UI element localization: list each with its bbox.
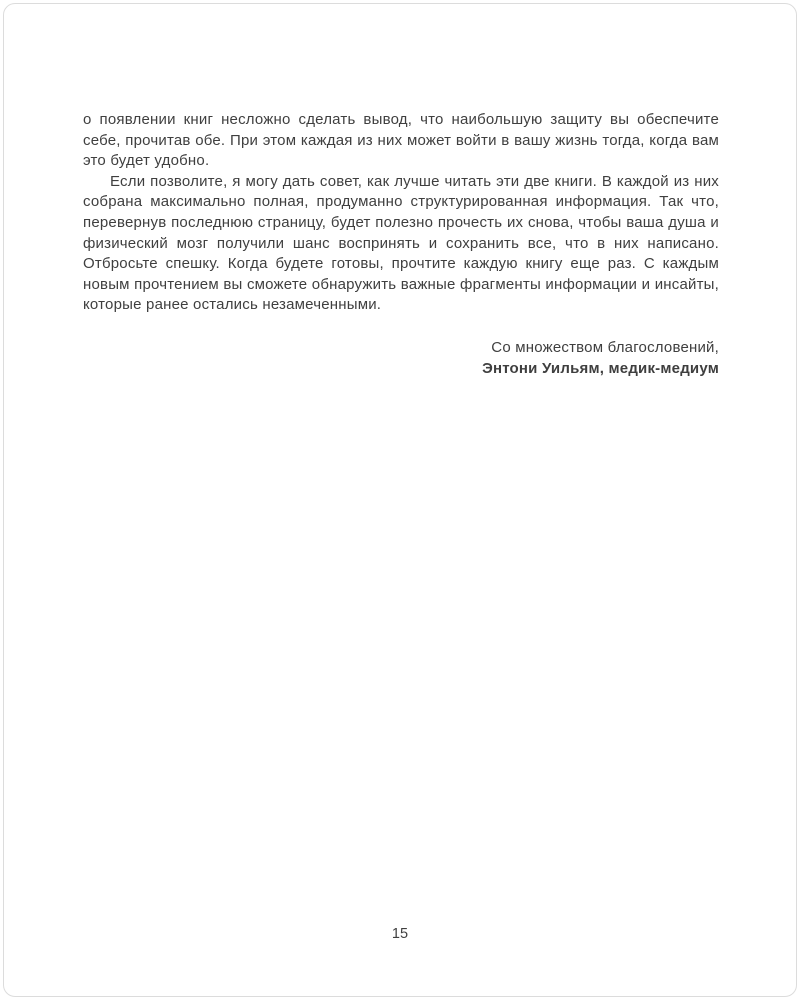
- signature-author: Энтони Уильям, медик-медиум: [482, 359, 719, 377]
- page-number: 15: [391, 926, 409, 942]
- body-text: [83, 110, 719, 379]
- signature-block: [83, 338, 719, 379]
- paragraph-advice: Если позволите, я могу дать совет, как лучше читать эти две книги. В каждой из них собрана максимально полная, продуманно структурированная информация. Так что, перевернув последнюю страницу, будет полезно прочесть их снова, чтобы ваша душа и физический мозг получили шанс воспринять и сохранить все, что в них написано. Отбросьте спешку. Когда будете готовы, прочтите каждую книгу еще раз. С каждым новым прочтением вы сможете обнаружить важные фрагменты информации и инсайты, которые ранее остались незамеченными.: [83, 172, 719, 314]
- paragraph-continuation: о появлении книг несложно сделать вывод, что наибольшую защиту вы обеспечите себе, прочитав обе. При этом каждая из них может войти в вашу жизнь тогда, когда вам это будет удобно.: [83, 111, 719, 170]
- signature-blessing-line: Со множеством благословений,: [491, 338, 719, 356]
